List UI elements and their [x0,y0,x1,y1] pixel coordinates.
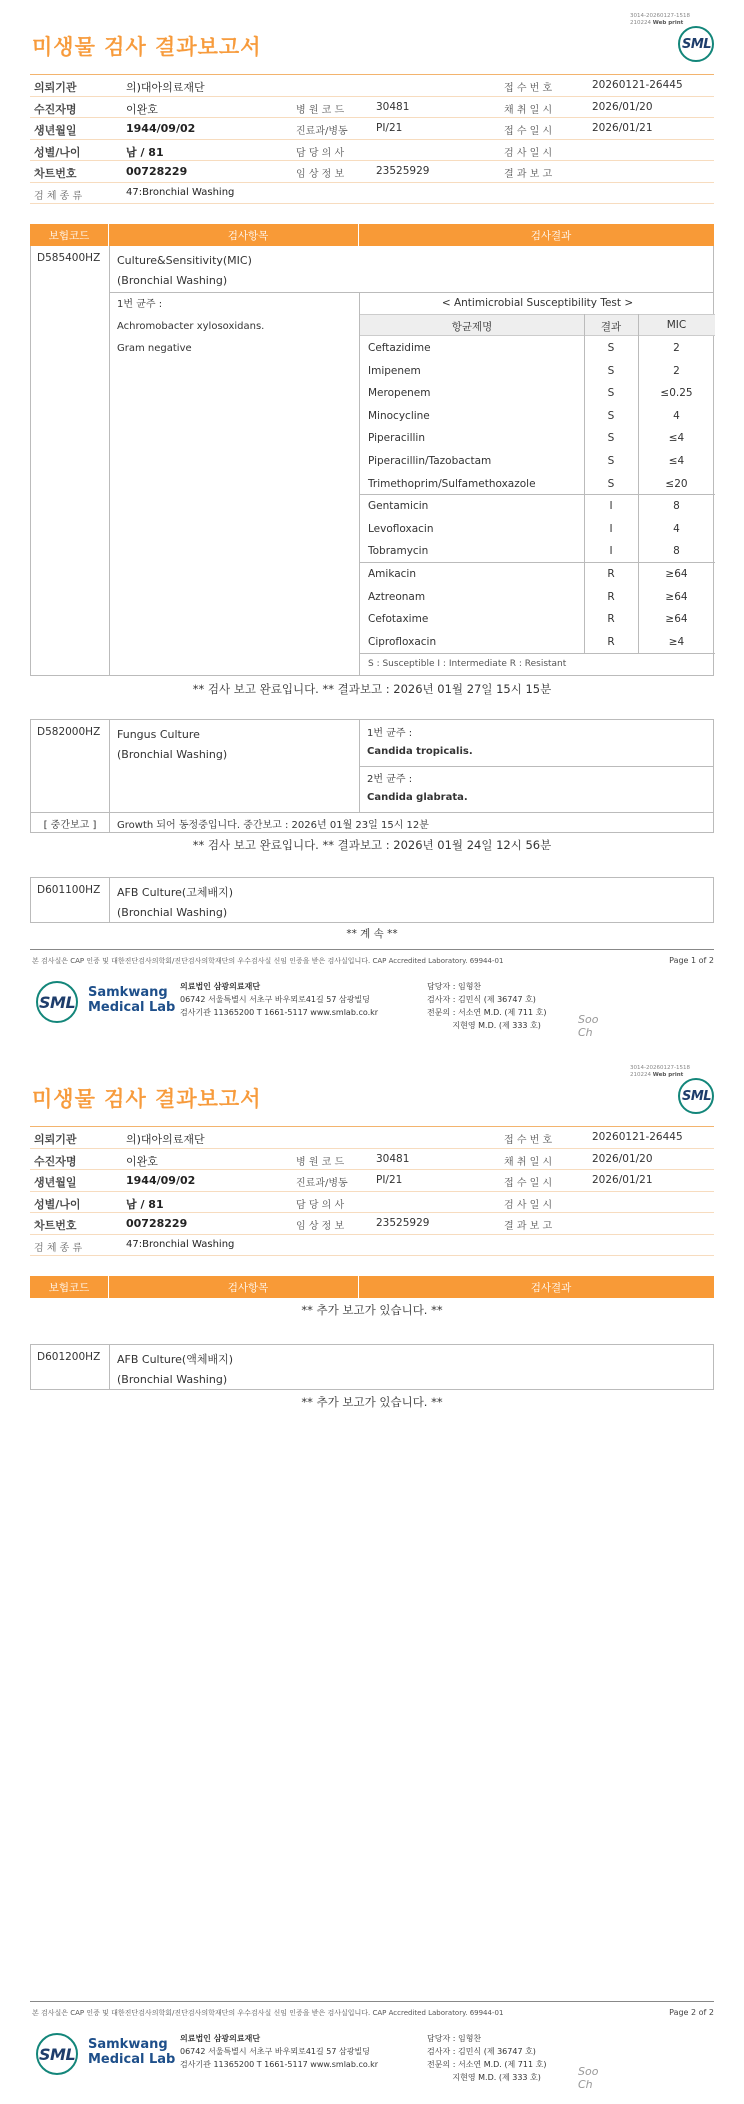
susceptibility-result: S [607,455,615,467]
staff-list [427,980,546,1032]
page-number: Page 1 of 2 [669,956,714,965]
antibiotic-row [360,608,715,631]
staff-list [427,2032,546,2084]
dept-label: 진료과/병동 [296,126,348,137]
mic-value: ≤0.25 [660,387,693,400]
signature [578,1013,598,1039]
organism-label: 1번 균주 : [117,299,163,310]
sml-logo [678,1078,714,1114]
mic-value: ≤4 [668,455,685,467]
antibiotic-row [360,518,715,541]
mic-value: 4 [673,522,680,535]
sml-logo [678,26,714,62]
susceptibility-result: I [609,500,613,513]
chart-value: 00728229 [126,1217,188,1230]
culture-complete-note: ** 검사 보고 완료입니다. ** 결과보고 : 2026년 01월 27일 15시 15분 [192,682,552,696]
info-row [30,140,714,162]
report-page-2 [0,1052,744,2104]
ast-column-header [360,314,715,336]
phone-line: 검사기관 11365200 T 1661-5117 www.smlab.co.kr [180,2060,379,2069]
antibiotic-row [360,360,715,383]
company-name-line2: Medical Lab [88,2052,176,2067]
col-test-item: 검사항목 [227,230,269,242]
mic-value: 8 [673,545,680,558]
afb-solid-code: D601100HZ [37,884,101,896]
susceptibility-result: S [607,409,615,422]
mic-value: ≥64 [665,590,688,603]
col-drug: 항균제명 [451,321,493,333]
susceptibility-result: I [609,545,613,558]
clinical-value: 23525929 [376,165,430,177]
fungus-complete-note: ** 검사 보고 완료입니다. ** 결과보고 : 2026년 01월 24일 12시 56분 [192,838,552,852]
dept-value: PI/21 [376,1174,403,1186]
sex-age-value: 남 / 81 [126,1197,164,1211]
corp-name: 의료법인 삼광의료재단 [180,2034,261,2043]
info-row [30,75,714,97]
sex-age-label: 성별/나이 [34,1197,81,1211]
requester-value: 의)대아의료재단 [126,81,205,94]
afb-liquid-code: D601200HZ [37,1351,101,1363]
divider [109,878,110,922]
info-row [30,1192,714,1214]
company-name [88,2037,175,2067]
specimen-label: 검 체 종 류 [34,190,83,202]
doctor-label: 담 당 의 사 [296,1199,345,1211]
antibiotic-name: Meropenem [368,387,431,400]
company-address [180,980,378,1019]
doc-code-tag: Web print [652,1072,684,1078]
mic-value: ≤4 [668,432,685,445]
staff-tester: 검사자 : 김민식 (제 36747 호) [427,2047,536,2056]
divider [360,653,715,654]
org1-name: Candida tropicalis. [367,746,473,757]
afb-solid-name-line2: (Bronchial Washing) [117,906,228,919]
document-code [630,13,690,27]
antibiotic-name: Minocycline [368,409,430,422]
doc-code-line2: 210224 [630,20,652,26]
name-label: 수진자명 [34,102,77,116]
dept-value: PI/21 [376,122,403,134]
sml-footer-logo-text: SML [39,993,76,1012]
susceptibility-result: S [607,432,615,445]
col-insurance-code: 보험코드 [48,1282,90,1294]
collect-date-value: 2026/01/20 [592,1152,653,1165]
phone-line: 검사기관 11365200 T 1661-5117 www.smlab.co.kr [180,1008,379,1017]
doc-code-tag: Web print [652,20,684,26]
antibiotic-name: Piperacillin/Tazobactam [368,455,492,467]
mic-value: ≥64 [665,568,688,580]
afb-liquid-name-line1: AFB Culture(액체배지) [117,1353,234,1366]
culture-test-name [117,251,252,291]
mic-value: 4 [673,409,680,422]
company-name-line1: Samkwang [88,2037,168,2052]
org1-label: 1번 균주 : [367,728,413,739]
antibiotic-name: Imipenem [368,364,421,377]
staff-tester: 검사자 : 김민식 (제 36747 호) [427,995,536,1004]
requester-value: 의)대아의료재단 [126,1133,205,1146]
header-divider [358,1276,359,1298]
group-divider [360,562,715,563]
info-row [30,161,714,183]
col-mic: MIC [666,319,687,331]
doc-code-line1: 3014-20260127-1518 [630,1065,690,1071]
test-date-label: 검 사 일 시 [504,1199,553,1211]
report-label: 결 과 보 고 [504,1221,553,1232]
afb-liquid-name [117,1350,233,1390]
mic-value: 2 [673,364,680,377]
hospital-code-label: 병 원 코 드 [296,104,345,116]
sex-age-label: 성별/나이 [34,145,81,159]
name-value: 이완호 [126,102,158,116]
info-row [30,1213,714,1235]
sml-footer-logo-text: SML [39,2045,76,2064]
chart-value: 00728229 [126,165,188,178]
divider [109,292,713,293]
antibiotic-row [360,337,715,360]
susceptibility-result: R [607,568,615,580]
pending-report-note-2: ** 추가 보고가 있습니다. ** [301,1395,443,1409]
antibiotic-row [360,382,715,405]
info-row [30,97,714,119]
culture-name-line2: (Bronchial Washing) [117,274,228,287]
clinical-label: 임 상 정 보 [296,1221,345,1232]
culture-sensitivity-block [30,246,714,676]
afb-solid-name [117,883,233,923]
signature-1: Soo [578,2065,599,2078]
susceptibility-result: R [607,613,615,626]
page-number: Page 2 of 2 [669,2008,714,2017]
antibiotic-row [360,631,715,654]
antibiotic-row [360,405,715,428]
fungus-culture-block [30,719,714,833]
afb-liquid-block [30,1344,714,1390]
staff-specialist-2: 지현영 M.D. (제 333 호) [427,1021,541,1030]
results-table-header [30,224,714,246]
info-row [30,183,714,205]
fungus-test-name [117,725,227,765]
susceptibility-result: S [607,477,615,490]
susceptibility-result: R [607,635,615,648]
afb-solid-name-line1: AFB Culture(고체배지) [117,886,234,899]
afb-liquid-name-line2: (Bronchial Washing) [117,1373,228,1386]
antibiotic-row [360,495,715,518]
antibiotic-row [360,473,715,496]
specimen-value: 47:Bronchial Washing [126,186,235,198]
gram-stain: Gram negative [117,343,192,354]
requester-label: 의뢰기관 [34,1133,77,1146]
staff-specialist-2: 지현영 M.D. (제 333 호) [427,2073,541,2082]
antibiotic-name: Cefotaxime [368,613,429,626]
culture-name-line1: Culture&Sensitivity(MIC) [117,254,252,267]
results-table-header [30,1276,714,1298]
doc-code-line1: 3014-20260127-1518 [630,13,690,19]
col-insurance-code: 보험코드 [48,230,90,242]
fungus-code: D582000HZ [37,726,101,738]
receive-date-value: 2026/01/21 [592,1174,653,1186]
col-test-result: 검사결과 [530,1282,572,1294]
info-row [30,1170,714,1192]
staff-in-charge: 담당자 : 임형찬 [427,982,482,991]
info-row [30,1149,714,1171]
interim-label: [ 중간보고 ] [43,820,97,831]
organism-info [117,294,264,360]
culture-code: D585400HZ [37,252,101,264]
receipt-no-value: 20260121-26445 [592,1131,683,1143]
sml-footer-logo [36,981,78,1023]
company-address [180,2032,378,2071]
antibiotic-name: Levofloxacin [368,522,434,535]
chart-label: 차트번호 [34,167,77,180]
name-value: 이완호 [126,1154,158,1168]
page-title: 미생물 검사 결과보고서 [32,35,262,59]
requester-label: 의뢰기관 [34,81,77,94]
page-title: 미생물 검사 결과보고서 [32,1087,262,1111]
company-name-line2: Medical Lab [88,1000,176,1015]
doc-code-line2: 210224 [630,1072,652,1078]
doctor-label: 담 당 의 사 [296,147,345,159]
company-name [88,985,175,1015]
corp-name: 의료법인 삼광의료재단 [180,982,261,991]
antibiotic-name: Ceftazidime [368,342,431,354]
collect-date-label: 채 취 일 시 [504,104,553,116]
sml-logo-text: SML [682,37,712,52]
header-divider [108,224,109,246]
divider [109,1345,110,1389]
report-label: 결 과 보 고 [504,169,553,180]
continued-note: ** 계 속 ** [346,928,398,940]
patient-info-table [30,1126,714,1256]
dob-value: 1944/09/02 [126,1174,196,1187]
ast-legend: S : Susceptible I : Intermediate R : Resistant [368,659,567,669]
antibiotic-row [360,450,715,473]
signature-2: Ch [578,2078,593,2091]
info-row [30,1235,714,1257]
report-page-1 [0,0,744,1050]
mic-value: 2 [673,342,680,354]
fungus-name-line1: Fungus Culture [117,728,200,741]
dob-value: 1944/09/02 [126,122,196,135]
dob-label: 생년월일 [34,1176,77,1189]
antibiotic-row [360,586,715,609]
footer-divider [30,949,714,950]
antibiotic-name: Amikacin [368,568,417,580]
org2-label: 2번 균주 : [367,774,413,785]
receipt-no-label: 접 수 번 호 [504,1135,553,1146]
patient-info-table [30,74,714,204]
specimen-value: 47:Bronchial Washing [126,1238,235,1250]
divider [109,246,110,675]
group-divider [360,494,715,495]
signature [578,2065,598,2091]
hospital-code-value: 30481 [376,1152,410,1165]
clinical-value: 23525929 [376,1217,430,1229]
address-line: 06742 서울특별시 서초구 바우뫼로41길 57 삼광빌딩 [180,2047,370,2056]
signature-2: Ch [578,1026,593,1039]
mic-value: ≤20 [665,477,688,490]
col-test-item: 검사항목 [227,1282,269,1294]
antibiotic-row [360,427,715,450]
antibiotic-name: Gentamicin [368,500,429,513]
sex-age-value: 남 / 81 [126,145,164,159]
receive-date-label: 접 수 일 시 [504,1178,553,1189]
col-result: 결과 [600,321,622,333]
receive-date-label: 접 수 일 시 [504,126,553,137]
antibiotic-name: Aztreonam [368,590,426,603]
test-date-label: 검 사 일 시 [504,147,553,159]
mic-value: ≥64 [665,613,688,626]
susceptibility-result: S [607,342,615,354]
col-test-result: 검사결과 [530,230,572,242]
receive-date-value: 2026/01/21 [592,122,653,134]
staff-specialist-1: 전문의 : 서소연 M.D. (제 711 호) [427,2060,547,2069]
document-code [630,1065,690,1079]
org2-name: Candida glabrata. [367,792,468,803]
sml-logo-text: SML [682,1089,712,1104]
mic-value: ≥4 [668,635,685,648]
antibiotic-name: Piperacillin [368,432,425,445]
antibiotic-name: Trimethoprim/Sulfamethoxazole [368,477,536,490]
sml-footer-logo [36,2033,78,2075]
info-row [30,1127,714,1149]
susceptibility-result: I [609,522,613,535]
company-name-line1: Samkwang [88,985,168,1000]
footer-accreditation-note: 본 검사실은 CAP 인증 및 대한진단검사의학회/진단검사의학재단의 우수검사실 신임 인증을 받은 검사실입니다. CAP Accredited Laboratory. 69944-01 [32,2009,504,2017]
antibiotic-name: Ciprofloxacin [368,635,437,648]
divider [360,766,713,767]
header-divider [358,224,359,246]
afb-solid-block [30,877,714,923]
address-line: 06742 서울특별시 서초구 바우뫼로41길 57 삼광빌딩 [180,995,370,1004]
hospital-code-label: 병 원 코 드 [296,1156,345,1168]
chart-label: 차트번호 [34,1219,77,1232]
receipt-no-value: 20260121-26445 [592,79,683,91]
susceptibility-result: R [607,590,615,603]
header-divider [108,1276,109,1298]
mic-value: 8 [673,500,680,513]
clinical-label: 임 상 정 보 [296,169,345,180]
name-label: 수진자명 [34,1154,77,1168]
ast-title: < Antimicrobial Susceptibility Test > [441,297,634,309]
collect-date-value: 2026/01/20 [592,100,653,113]
susceptibility-result: S [607,364,615,377]
collect-date-label: 채 취 일 시 [504,1156,553,1168]
interim-text: Growth 되어 동정중입니다. 중간보고 : 2026년 01월 23일 15시 12분 [117,820,429,831]
susceptibility-result: S [607,387,615,400]
organism-name: Achromobacter xylosoxidans. [117,321,265,332]
dept-label: 진료과/병동 [296,1178,348,1189]
staff-in-charge: 담당자 : 임형찬 [427,2034,482,2043]
interim-report-row [31,812,713,833]
footer-accreditation-note: 본 검사실은 CAP 인증 및 대한진단검사의학회/진단검사의학재단의 우수검사실 신임 인증을 받은 검사실입니다. CAP Accredited Laboratory. 69944-01 [32,957,504,965]
staff-specialist-1: 전문의 : 서소연 M.D. (제 711 호) [427,1008,547,1017]
info-row [30,118,714,140]
antibiotic-row [360,540,715,563]
hospital-code-value: 30481 [376,100,410,113]
pending-report-note: ** 추가 보고가 있습니다. ** [301,1303,443,1317]
specimen-label: 검 체 종 류 [34,1242,83,1254]
antibiotic-name: Tobramycin [368,545,429,558]
dob-label: 생년월일 [34,124,77,137]
footer-divider [30,2001,714,2002]
receipt-no-label: 접 수 번 호 [504,83,553,94]
antibiotic-row [360,563,715,586]
fungus-name-line2: (Bronchial Washing) [117,748,228,761]
signature-1: Soo [578,1013,599,1026]
